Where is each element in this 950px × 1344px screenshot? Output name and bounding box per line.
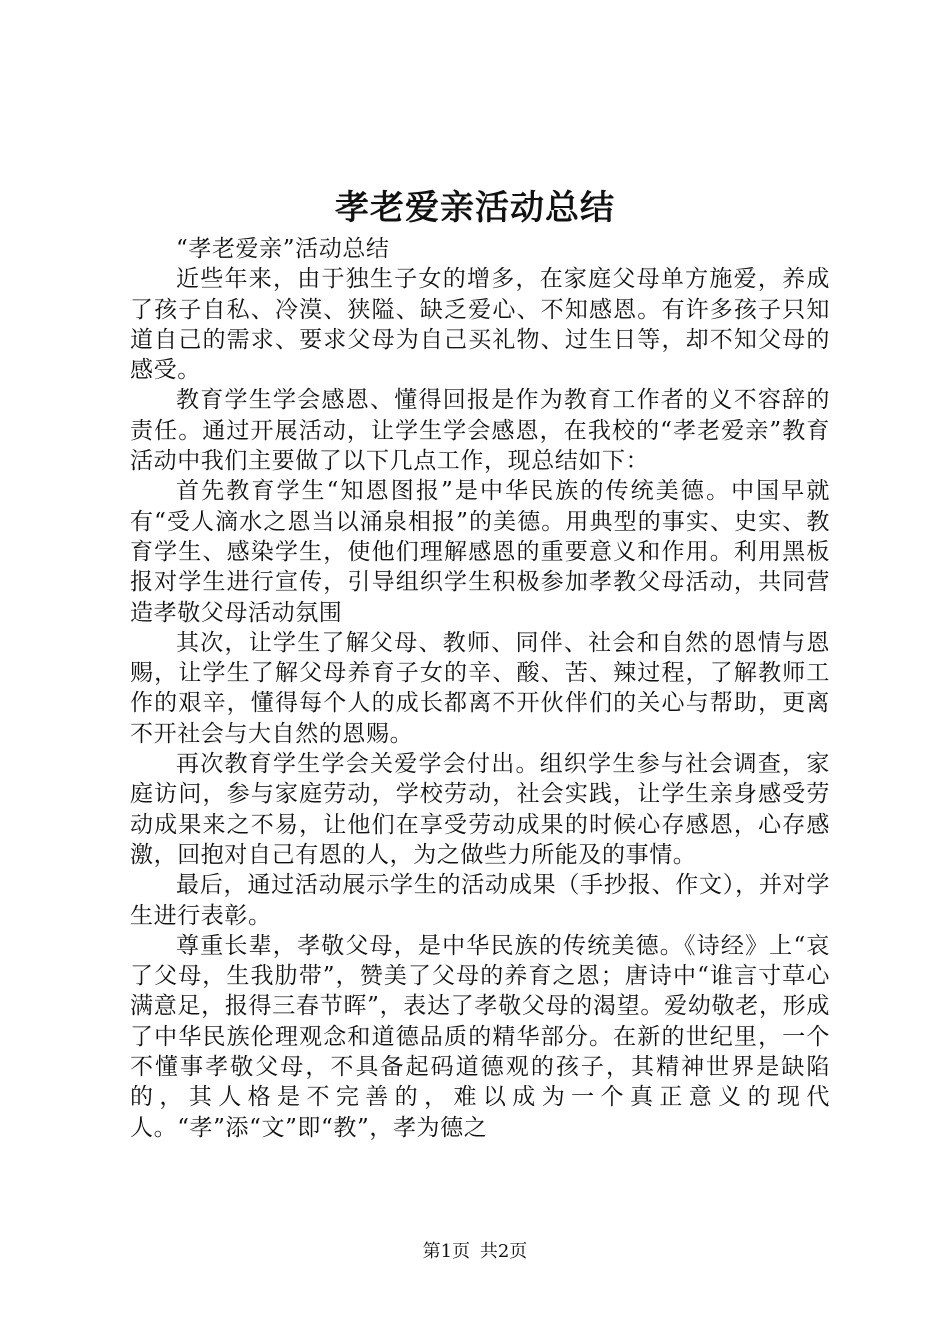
- document-body: [130, 234, 830, 1143]
- page-footer: [0, 1240, 950, 1264]
- paragraph-responsibility: 教育学生学会感恩、懂得回报是作为教育工作者的义不容辞的责任。通过开展活动，让学生学会感恩，在我校的“孝老爱亲”教育活动中我们主要做了以下几点工作，现总结如下：: [130, 387, 830, 475]
- page-number: 第1页: [422, 1241, 471, 1262]
- paragraph-tradition: 尊重长辈，孝敬父母，是中华民族的传统美德。《诗经》上“哀了父母，生我肋带”，赞美了父母的养育之恩；唐诗中“谁言寸草心满意足，报得三春节晖”，表达了孝敬父母的渴望。爱幼敬老，形成了中华民族伦理观念和道德品质的精华部分。在新的世纪里，一个不懂事孝敬父母，不具备起码道德观的孩子，其精神世界是缺陷的，其人格是不完善的，难以成为一个真正意义的现代人。“孝”添“文”即“教”，孝为德之: [130, 932, 830, 1141]
- page-total: 共2页: [479, 1241, 528, 1262]
- paragraph-second: 其次，让学生了解父母、教师、同伴、社会和自然的恩情与恩赐，让学生了解父母养育子女的辛、酸、苦、辣过程，了解教师工作的艰辛，懂得每个人的成长都离不开伙伴们的关心与帮助，更离不开社会与大自然的恩赐。: [130, 629, 830, 747]
- paragraph-intro: 近些年来，由于独生子女的增多，在家庭父母单方施爱，养成了孩子自私、冷漠、狭隘、缺乏爱心、不知感恩。有许多孩子只知道自己的需求、要求父母为自己买礼物、过生日等，却不知父母的感受。: [130, 266, 830, 384]
- paragraph-last: 最后，通过活动展示学生的活动成果（手抄报、作文），并对学生进行表彰。: [130, 872, 830, 929]
- paragraph-subtitle: “孝老爱亲”活动总结: [176, 236, 390, 262]
- document-title: 孝老爱亲活动总结: [335, 188, 615, 228]
- paragraph-first: 首先教育学生“知恩图报”是中华民族的传统美德。中国早就有“受人滴水之恩当以涌泉相报”的美德。用典型的事实、史实、教育学生、感染学生，使他们理解感恩的重要意义和作用。利用黑板报对学生进行宣传，引导组织学生积极参加孝教父母活动，共同营造孝敬父母活动氛围: [130, 478, 830, 626]
- paragraph-third: 再次教育学生学会关爱学会付出。组织学生参与社会调查，家庭访问，参与家庭劳动，学校劳动，社会实践，让学生亲身感受劳动成果来之不易，让他们在享受劳动成果的时候心存感恩，心存感激，回抱对自己有恩的人，为之做些力所能及的事情。: [130, 751, 830, 868]
